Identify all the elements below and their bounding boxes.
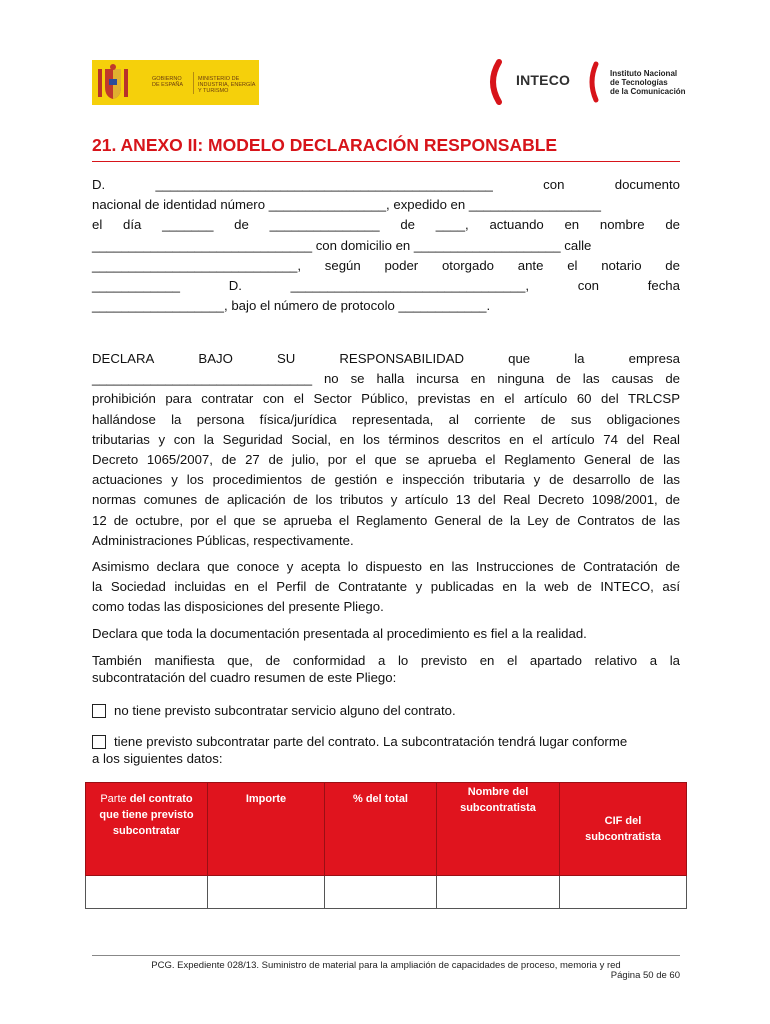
identity-word: ____________ (92, 278, 181, 294)
inteco-logo-text: INTECO (516, 72, 571, 88)
option-subcontract-label-cont: a los siguientes datos: (92, 751, 223, 766)
identity-line (92, 195, 680, 215)
asimismo-paragraph (92, 557, 680, 618)
declaration-line: normas comunes de aplicación de los tributos y artículo 13 del Real Decreto 1098/2001, de (92, 492, 680, 508)
header-contract-part (86, 783, 208, 876)
cell-subcontractor-cif[interactable] (560, 876, 687, 909)
paragraph-line: como todas las disposiciones del presente Pliego. (92, 599, 384, 615)
identity-word: ____________________________, (92, 257, 302, 273)
declaration-line: Decreto 1065/2007, de 27 de julio, por el que se aprueba el Reglamento General de las (92, 452, 680, 468)
identity-word: notario (601, 257, 642, 273)
header-percent-total: % del total (325, 783, 437, 876)
identity-word: el (567, 257, 578, 273)
declaration-line: prohibición para contratar con el Sector Público, previstas en el artículo 60 del TRLCSP (92, 391, 680, 407)
paragraph-line: Asimismo declara que conoce y acepta lo dispuesto en las Instrucciones de Contratación de (92, 559, 680, 574)
identity-line (92, 236, 680, 256)
cell-contract-part[interactable] (86, 876, 208, 909)
identity-word: otorgado (441, 257, 495, 273)
table-row[interactable] (86, 876, 687, 909)
footer-divider (92, 955, 680, 956)
footer-text: PCG. Expediente 028/13. Suministro de material para la ampliación de capacidades de proceso, memoria y red (151, 960, 621, 971)
identity-word: según (324, 257, 361, 273)
declaration-body (92, 369, 680, 551)
institute-name-text: Instituto Nacional de Tecnologías de la Comunicación (610, 69, 686, 96)
identity-line (92, 215, 680, 235)
identity-word: ______________________________________________ (155, 177, 493, 192)
declaration-word: BAJO (198, 351, 233, 366)
header-contract-part-bold: del contrato que tiene previsto subcontratar (99, 793, 194, 837)
identity-word: documento (614, 177, 680, 192)
identity-word: ante (517, 257, 544, 273)
gov-name-text: GOBIERNO DE ESPAÑA (152, 76, 184, 88)
identity-word: en (564, 217, 580, 233)
declaration-line: Administraciones Públicas, respectivamente. (92, 532, 354, 548)
header-subcontractor-name: Nombre del subcontratista (437, 783, 560, 876)
identity-word: D. (92, 177, 106, 192)
identity-word: de (234, 217, 249, 233)
identity-block (92, 175, 680, 316)
government-logo (92, 60, 259, 105)
declaration-first-line (92, 349, 680, 369)
declaration-word: que (508, 351, 531, 366)
identity-word: ____, (435, 217, 469, 233)
identity-word: D. (228, 278, 242, 294)
declaration-line: tributarias y con la Seguridad Social, en los términos descritos en el artículo 74 del Real (92, 431, 680, 447)
declaration-word: la (574, 351, 585, 366)
checkbox-no-subcontract[interactable] (92, 704, 106, 718)
identity-word: de (665, 257, 680, 273)
declaration-line: hallándose la persona física/jurídica representada, al corriente de sus obligaciones (92, 411, 680, 427)
identity-word: actuando (489, 217, 544, 233)
identity-word: _______ (162, 217, 214, 233)
identity-word: nacional de identidad número ________________, expedido en __________________ (92, 197, 601, 213)
paragraph-line: subcontratación del cuadro resumen de este Pliego: (92, 670, 397, 685)
page-number: Página 50 de 60 (610, 970, 680, 981)
identity-word: el (92, 217, 103, 233)
coat-of-arms-icon (95, 63, 131, 103)
header-amount: Importe (208, 783, 325, 876)
declaration-word: RESPONSABILIDAD (339, 351, 464, 366)
cell-amount[interactable] (208, 876, 325, 909)
paragraph-line: También manifiesta que, de conformidad a lo previsto en el apartado relativo a la (92, 653, 680, 668)
identity-line (92, 296, 680, 316)
subcontracting-table (85, 782, 687, 909)
identity-word: ______________________________ con domicilio en ____________________ calle (92, 237, 592, 253)
option-no-subcontract[interactable] (92, 702, 680, 719)
declaration-word: DECLARA (92, 351, 155, 366)
cell-percent-total[interactable] (325, 876, 437, 909)
identity-word: fecha (647, 278, 680, 294)
section-title: 21. ANEXO II: MODELO DECLARACIÓN RESPONSABLE (92, 135, 558, 155)
identity-word: _______________ (269, 217, 380, 233)
documentation-statement (92, 624, 680, 644)
cell-subcontractor-name[interactable] (437, 876, 560, 909)
declaration-paragraph (92, 349, 680, 551)
declaration-line: ______________________________ no se halla incursa en ninguna de las causas de (92, 371, 680, 387)
logo-divider (193, 72, 194, 94)
declaration-line: 12 de octubre, por el que se aprueba el Reglamento General de la Ley de Contratos de las (92, 512, 680, 528)
ministry-name-text: MINISTERIO DE INDUSTRIA, ENERGÍA Y TURISMO (198, 76, 256, 94)
declaration-word: SU (276, 351, 296, 366)
title-underline (92, 161, 680, 162)
documentation-statement-text: Declara que toda la documentación presentada al procedimiento es fiel a la realidad. (92, 626, 587, 641)
identity-word: día (123, 217, 142, 233)
identity-line (92, 276, 680, 296)
header-subcontractor-cif: CIF del subcontratista (560, 783, 687, 876)
identity-word: poder (384, 257, 419, 273)
declaration-word: empresa (628, 351, 680, 366)
checkbox-subcontract[interactable] (92, 735, 106, 749)
identity-word: ________________________________, (290, 278, 530, 294)
identity-line (92, 256, 680, 276)
option-no-subcontract-label: no tiene previsto subcontratar servicio alguno del contrato. (114, 703, 456, 718)
declaration-line: actuaciones y los procedimientos de gestión e inspección tributaria y de desarrollo de las (92, 472, 680, 488)
identity-word: de (400, 217, 415, 233)
identity-word: nombre (599, 217, 645, 233)
identity-word: __________________, bajo el número de protocolo ____________. (92, 298, 491, 314)
option-subcontract[interactable] (92, 733, 680, 767)
identity-line (92, 175, 680, 195)
identity-word: con (543, 177, 565, 192)
option-subcontract-label: tiene previsto subcontratar parte del contrato. La subcontratación tendrá lugar conforme (114, 734, 628, 749)
header-contract-part-normal: Parte (100, 793, 127, 805)
table-header-row (86, 783, 687, 876)
identity-word: con (577, 278, 599, 294)
subcontracting-paragraph (92, 652, 680, 686)
identity-word: de (665, 217, 680, 233)
paragraph-line: la Sociedad incluidas en el Perfil de Contratante y publicadas en la web de INTECO, así (92, 579, 680, 595)
